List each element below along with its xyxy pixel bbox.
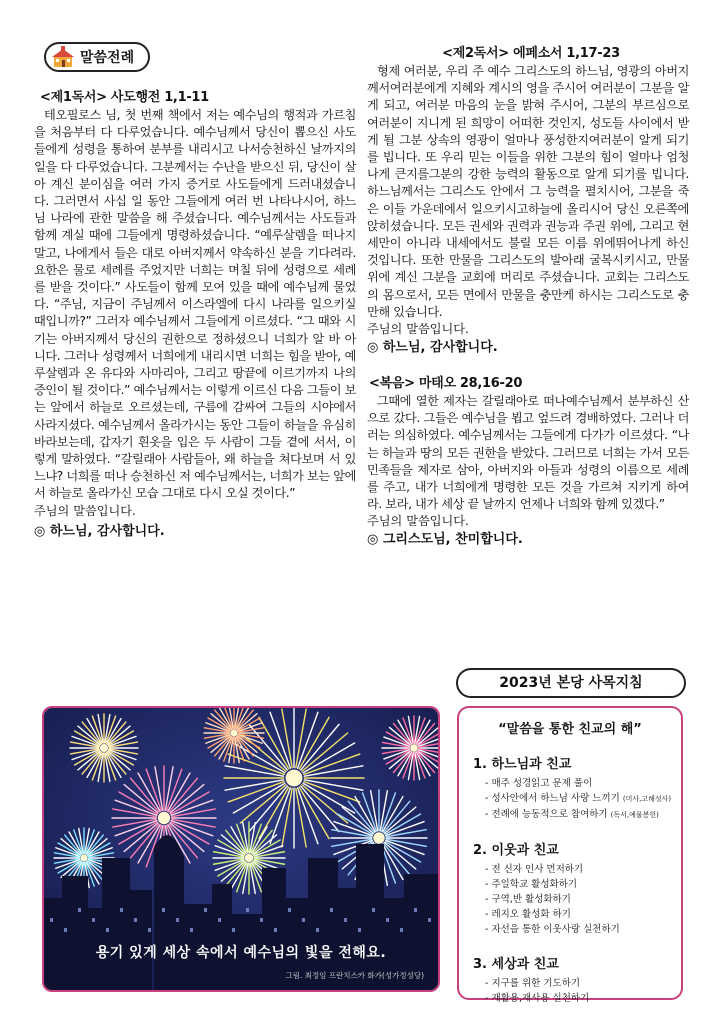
reading1-text: 테오필로스 님, 첫 번째 책에서 저는 예수님의 행적과 가르침을 처음부터 다 다루었습니다. 예수님께서 당신이 뽑으신 사도들에게 성령을 통하여 분부를 내리시고 나서승천하신 날까지의 일을 다 다루었습니다. 그분께서는 수난을 받으신 뒤, 당신이 살아 계신 분이심을 여러 가지 증거로 사도들에게 드러내셨습니다. 그러면서 사십 일 동안 그들에게 여러 번 나타나시어, 하느님 나라에 관한 말씀을 해 주셨습니다. 예수님께서는 사도들과 함께 계실 때에 그들에게 명령하셨습니다. “예루살렘을 떠나지 말고, 나에게서 들은 대로 아버지께서 약속하신 분을 기다려라. 요한은 물로 세례를 주었지만 너희는 며칠 뒤에 성령으로 세례를 받을 것이다.” 사도들이 함께 모여 있을 때에 예수님께 물었다. “주님, 지금이 주님께서 이스라엘에 다시 나라를 일으키실 때입니까?” 그러자 예수님께서 그들에게 이르셨다. “그 때와 시기는 아버지께서 당신의 권한으로 정하셨으니 너희가 알 바 아니다. 그러나 성령께서 너희에게 내리시면 너희는 힘을 받아, 예루살렘과 온 유다와 사마리아, 그리고 땅끝에 이르기까지 나의 증인이 될 것이다.” 예수님께서는 이렇게 이르신 다음 그들이 보는 앞에서 하늘로 오르셨는데, 구름에 감싸여 그들의 시야에서 사라지셨다. 예수님께서 올라가시는 동안 그들이 하늘을 유심히 바라보는데, 갑자기 흰옷을 입은 두 사람이 그들 곁에 서서, 이렇게 말하였다. “갈릴래아 사람들아, 왜 하늘을 쳐다보며 서 있느냐? 너희를 떠나 승천하신 저 예수님께서는, 너희가 보는 앞에서 하늘로 올라가신 모습 그대로 다시 오실 것이다.” <box>34 108 356 501</box>
liturgy-badge <box>44 42 150 72</box>
list-item-text: - 성사안에서 하느님 사랑 느끼기 <box>485 793 620 804</box>
pastoral-box <box>457 706 683 1004</box>
left-column <box>34 42 356 542</box>
list-item-note: (미사,고해성사) <box>622 795 672 803</box>
reading1-title: <제1독서> 사도행전 1,1-11 <box>40 90 209 105</box>
gospel-closing: 주님의 말씀입니다. <box>367 514 469 529</box>
section-2-title: 2. 이웃과 친교 <box>473 843 559 858</box>
gospel-title: <복음> 마태오 28,16-20 <box>369 376 523 392</box>
list-item: - 매주 성경읽고 문제 풀이 <box>485 778 593 789</box>
list-item <box>485 807 681 823</box>
list-item: - 지구를 위한 기도하기 <box>485 978 581 989</box>
liturgy-badge-label: 말씀전례 <box>80 50 135 66</box>
reading2-response: ◎ 하느님, 감사합니다. <box>367 340 498 356</box>
list-item: - 주일학교 활성화하기 <box>485 879 578 890</box>
pastoral-section-3 <box>473 953 681 1006</box>
list-item: - 구역,반 활성화하기 <box>485 894 571 905</box>
list-item <box>485 791 681 807</box>
pastoral-section-1 <box>473 753 681 823</box>
section-1-title: 1. 하느님과 친교 <box>473 757 572 772</box>
gospel-response: ◎ 그리스도님, 찬미합니다. <box>367 532 523 548</box>
church-icon <box>50 46 76 68</box>
list-item-text: - 전례에 능동적으로 참여하기 <box>485 809 608 820</box>
reading2-closing: 주님의 말씀입니다. <box>367 322 469 337</box>
pastoral-theme: “말씀을 통한 친교의 해” <box>498 722 642 737</box>
reading1-closing: 주님의 말씀입니다. <box>34 503 136 518</box>
reading2-title: <제2독서> 에페소서 1,17-23 <box>442 46 620 61</box>
fireworks-artwork <box>42 706 440 992</box>
artwork-caption: 용기 있게 세상 속에서 예수님의 빛을 전해요. <box>95 945 387 961</box>
section-3-title: 3. 세상과 친교 <box>473 957 559 972</box>
pastoral-title: 2023년 본당 사목지침 <box>456 668 686 698</box>
list-item: - 전 신자 인사 먼저하기 <box>485 864 584 875</box>
list-item: - 자선을 통한 이웃사랑 실천하기 <box>485 924 620 935</box>
gospel-text: 그때에 열한 제자는 갈릴래아로 떠나예수님께서 분부하신 산으로 갔다. 그들은 예수님을 뵙고 엎드려 경배하였다. 그러나 더러는 의심하였다. 예수님께서는 그들에게 다가가 이르셨다. “나는 하늘과 땅의 모든 권한을 받았다. 그러므로 너희는 가서 모든 민족들을 제자로 삼아, 아버지와 아들과 성령의 이름으로 세례를 주고, 내가 너희에게 명령한 모든 것을 가르쳐 지키게 하여라. 보라, 내가 세상 끝 날까지 언제나 너희와 함께 있겠다.” <box>367 394 689 512</box>
list-item: - 재활용,재사용 실천하기 <box>485 993 590 1004</box>
reading2-text: 형제 여러분, 우리 주 예수 그리스도의 하느님, 영광의 아버지께서여러분에게 지혜와 계시의 영을 주시어 여러분이 그분을 알게 되고, 여러분 마음의 눈을 밝혀 주시어, 그분의 부르심으로 여러분이 지니게 된 희망이 어떠한 것인지, 성도들 사이에서 받게 될 그분 상속의 영광이 얼마나 풍성한지여러분이 알게 되기를 빕니다. 또 우리 믿는 이들을 위한 그분의 힘이 얼마나 엄청나게 큰지를그분의 강한 능력의 활동으로 알게 되기를 빕니다. 하느님께서는 그리스도 안에서 그 능력을 펼치시어, 그분을 죽은 이들 가운데에서 일으키시고하늘에 올리시어 당신 오른쪽에 앉히셨습니다. 모든 권세와 권력과 권능과 주권 위에, 그리고 현세만이 아니라 내세에서도 불릴 모든 이름 위에뛰어나게 하신 것입니다. 또한 만물을 그리스도의 발아래 굴복시키시고, 만물위에 계신 그분을 교회에 머리로 주셨습니다. 교회는 그리스도의 몸으로서, 모든 면에서 만물을 충만케 하시는 그리스도로 충만해 있습니다. <box>367 64 689 319</box>
list-item: - 레지오 활성화 하기 <box>485 909 571 920</box>
right-column <box>367 42 689 550</box>
pastoral-section-2 <box>473 839 681 937</box>
artwork-credit: 그림. 최정임 프란치스카 화가(성가정성당) <box>285 971 424 980</box>
reading1-response: ◎ 하느님, 감사합니다. <box>34 523 165 539</box>
list-item-note: (독서,예물봉헌) <box>610 811 659 819</box>
